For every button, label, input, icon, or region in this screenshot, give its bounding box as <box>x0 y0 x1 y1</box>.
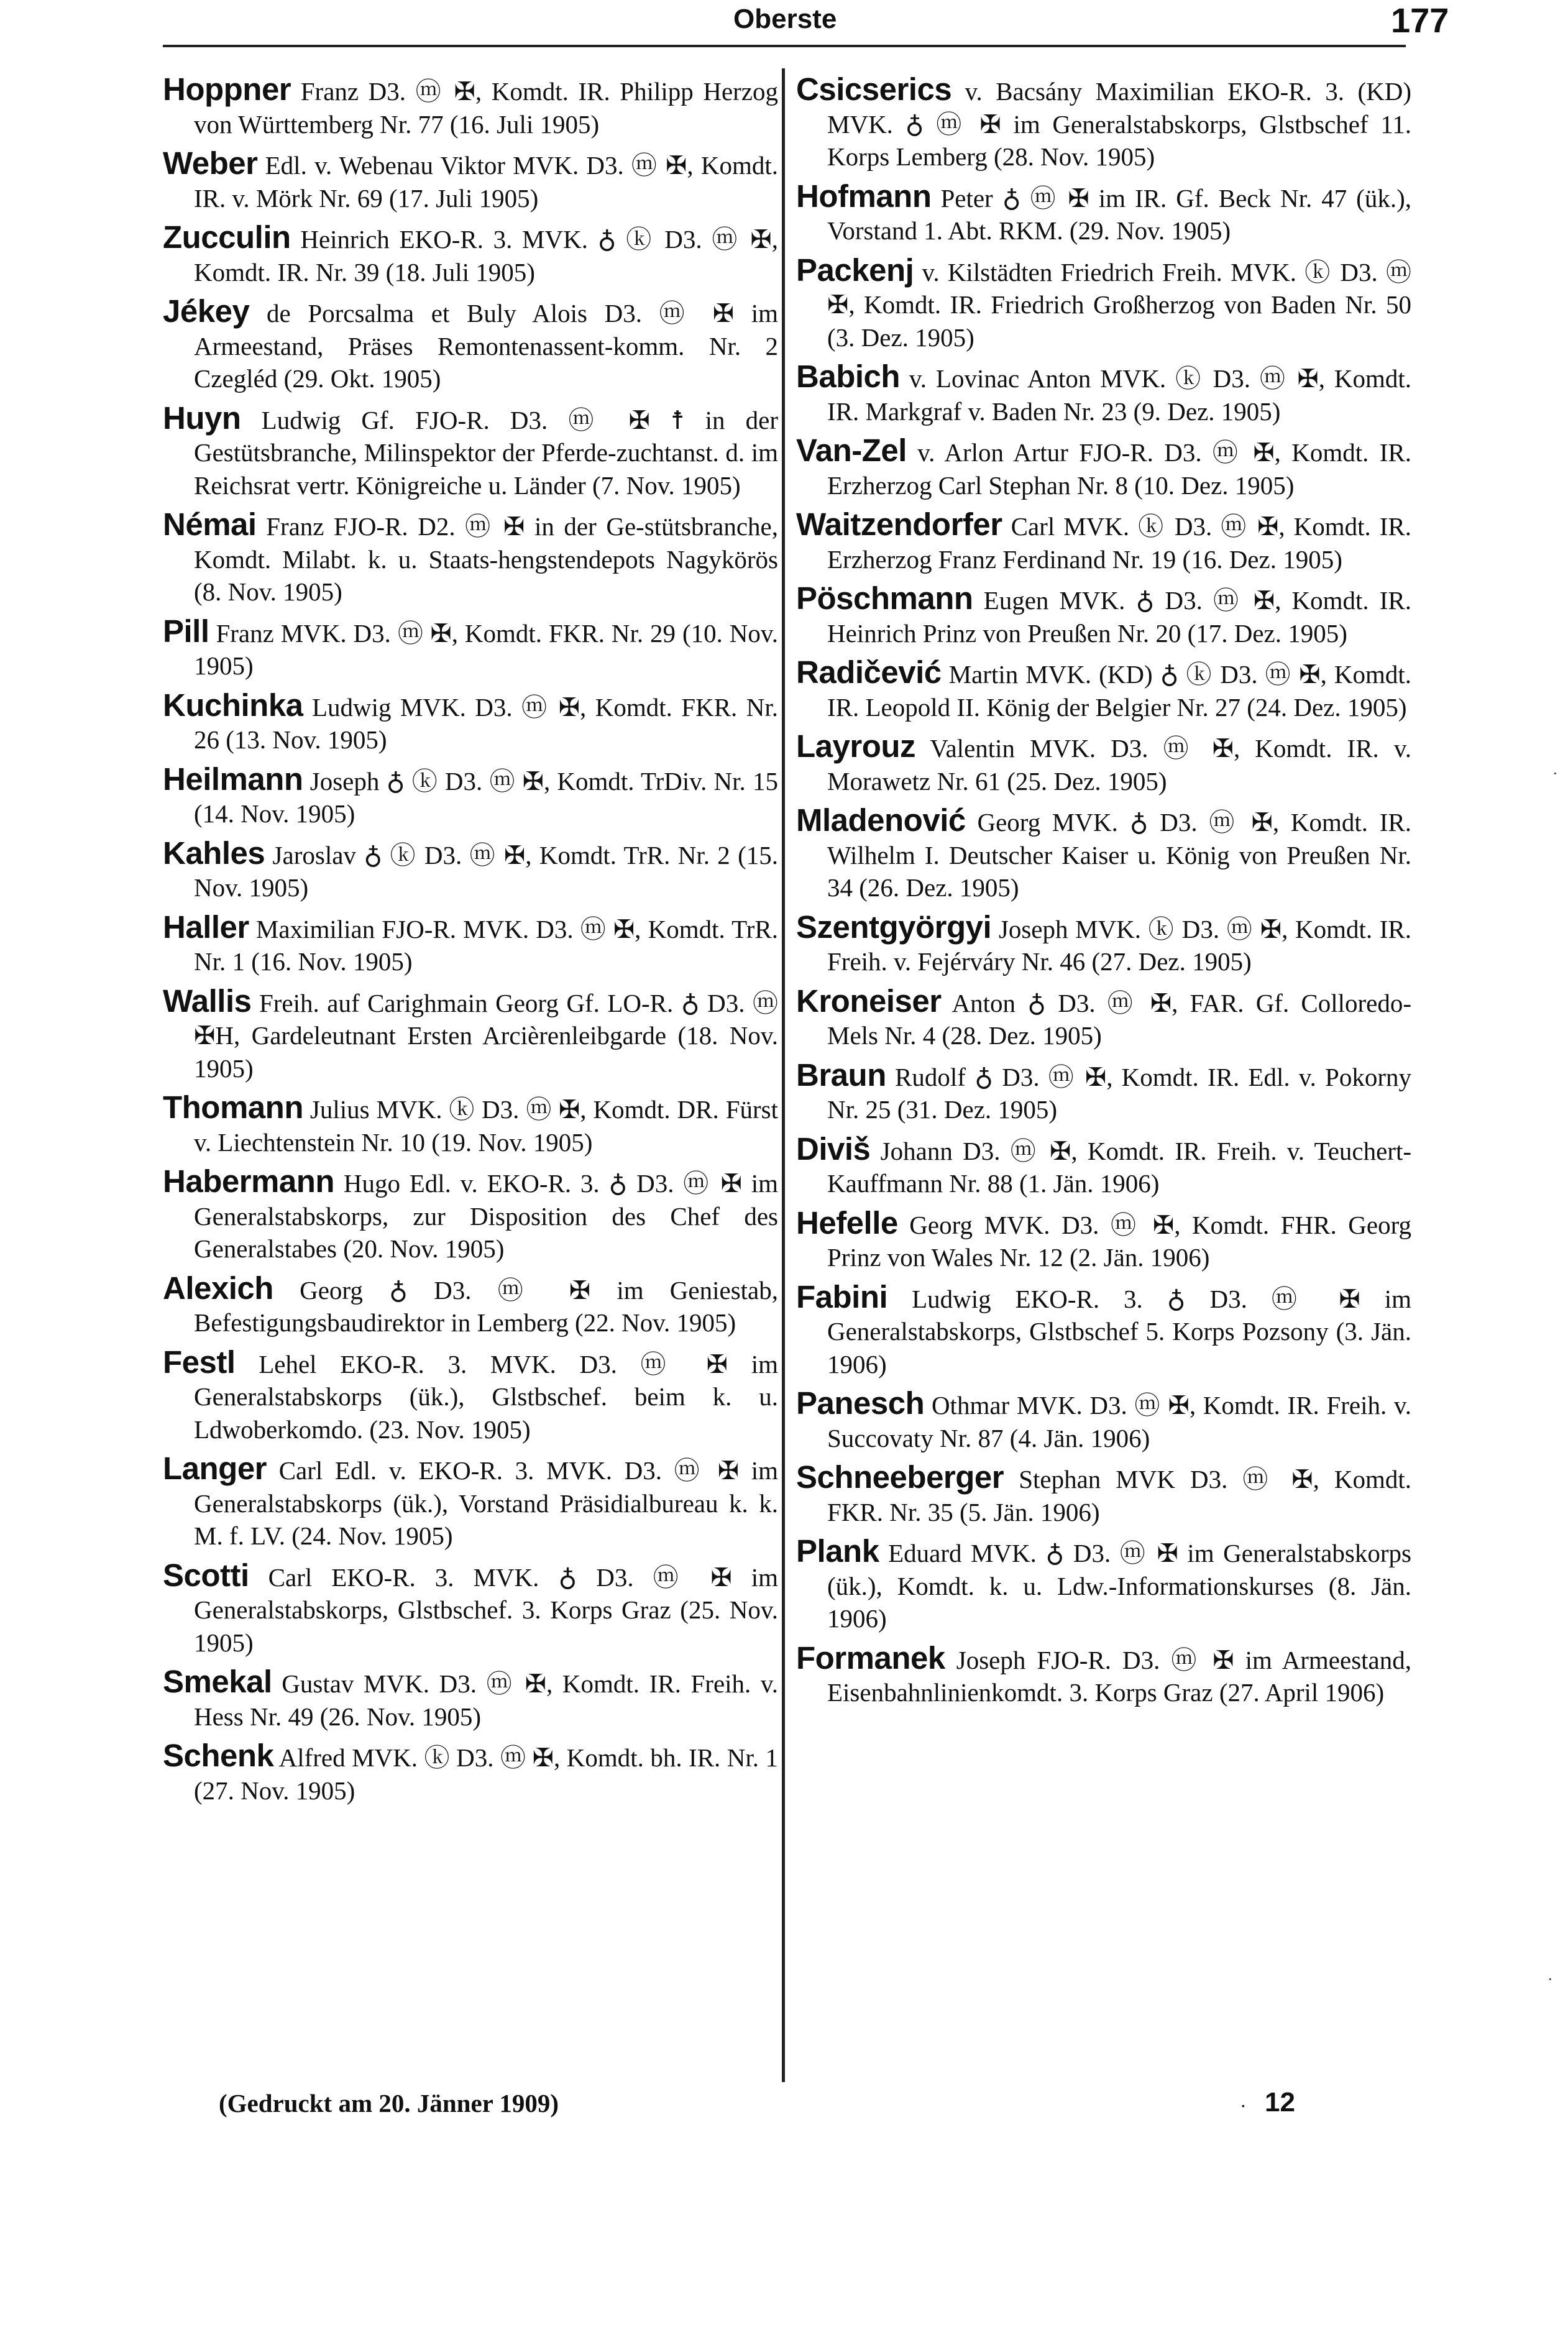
entry-details: Joseph FJO-R. D3. ⓜ ✠ im Armeestand, Eisenbahnlinienkomdt. 3. Korps Graz (27. April 1906) <box>827 1645 1411 1707</box>
biography-entry <box>163 1165 778 1265</box>
entry-details: Hugo Edl. v. EKO-R. 3. ♁ D3. ⓜ ✠ im Generalstabskorps, zur Disposition des Chef des Generalstabes (20. Nov. 1905) <box>194 1169 778 1263</box>
entry-surname: Jékey <box>163 293 250 329</box>
right-column <box>796 73 1411 1716</box>
entry-details: Stephan MVK D3. ⓜ ✠, Komdt. FKR. Nr. 35 (5. Jän. 1906) <box>827 1465 1411 1526</box>
entry-details: Franz D3. ⓜ ✠, Komdt. IR. Philipp Herzog von Württemberg Nr. 77 (16. Juli 1905) <box>194 77 778 139</box>
entry-surname: Babich <box>796 359 901 394</box>
biography-entry <box>796 1535 1411 1635</box>
biography-entry <box>796 180 1411 247</box>
entry-details: v. Arlon Artur FJO-R. D3. ⓜ ✠, Komdt. IR. Erzherzog Carl Stephan Nr. 8 (10. Dez. 1905) <box>827 438 1411 500</box>
entry-details: v. Bacsány Maximilian EKO-R. 3. (KD) MVK. ♁ ⓜ ✠ im Generalstabskorps, Glstbschef 11. Korps Lemberg (28. Nov. 1905) <box>827 77 1411 171</box>
edge-speck: · <box>1547 1970 1553 1988</box>
biography-entry <box>796 1387 1411 1454</box>
entry-surname: Csicserics <box>796 71 952 107</box>
left-column <box>163 73 778 1814</box>
biography-entry <box>796 1278 1411 1381</box>
biography-entry <box>163 1740 778 1807</box>
entry-surname: Wallis <box>163 983 252 1019</box>
biography-entry <box>796 1461 1411 1528</box>
entry-details: Georg MVK. D3. ⓜ ✠, Komdt. FHR. Georg Prinz von Wales Nr. 12 (2. Jän. 1906) <box>827 1210 1411 1272</box>
entry-surname: Szentgyörgyi <box>796 909 992 945</box>
entry-surname: Packenj <box>796 252 914 288</box>
column-divider <box>782 68 785 2082</box>
entry-details: Carl EKO-R. 3. MVK. ♁ D3. ⓜ ✠ im Generalstabskorps, Glstbschef. 3. Korps Graz (25. Nov. 1905) <box>194 1562 778 1657</box>
entry-surname: Kroneiser <box>796 983 942 1019</box>
entry-surname: Schneeberger <box>796 1459 1004 1495</box>
entry-surname: Hofmann <box>796 178 932 214</box>
printing-date-note: (Gedruckt am 20. Jänner 1909) <box>219 2089 559 2117</box>
entry-details: Franz FJO-R. D2. ⓜ ✠ in der Ge-stütsbranche, Komdt. Milabt. k. u. Staats-hengstendepots Nagykörös (8. Nov. 1905) <box>194 512 778 606</box>
biography-entry <box>163 147 778 214</box>
entry-details: Lehel EKO-R. 3. MVK. D3. ⓜ ✠ im Generalstabskorps (ük.), Glstbschef. beim k. u. Ldwoberkomdo. (23. Nov. 1905) <box>194 1349 778 1444</box>
biography-entry <box>796 508 1411 576</box>
entry-surname: Diviš <box>796 1131 871 1167</box>
biography-entry <box>163 1452 778 1553</box>
biography-entry <box>163 1091 778 1159</box>
entry-details: Georg ♁ D3. ⓜ ✠ im Geniestab, Befestigungsbaudirektor in Lemberg (22. Nov. 1905) <box>194 1275 778 1337</box>
entry-details: Maximilian FJO-R. MVK. D3. ⓜ ✠, Komdt. TrR. Nr. 1 (16. Nov. 1905) <box>194 914 778 976</box>
biography-entry <box>796 1133 1411 1200</box>
signature-dot: · <box>1240 2095 1247 2117</box>
entry-surname: Schenk <box>163 1738 274 1773</box>
entry-surname: Némai <box>163 507 257 542</box>
entry-details: Carl MVK. ⓚ D3. ⓜ ✠, Komdt. IR. Erzherzog Franz Ferdinand Nr. 19 (16. Dez. 1905) <box>827 512 1411 574</box>
biography-entry <box>796 360 1411 428</box>
page-number: 177 <box>1391 1 1449 40</box>
entry-surname: Habermann <box>163 1163 335 1199</box>
biography-entry <box>796 1204 1411 1274</box>
entry-details: Anton ♁ D3. ⓜ ✠, FAR. Gf. Colloredo-Mels Nr. 4 (28. Dez. 1905) <box>827 988 1411 1050</box>
entry-surname: Panesch <box>796 1385 925 1421</box>
biography-entry <box>163 615 778 682</box>
entry-details: Alfred MVK. ⓚ D3. ⓜ ✠, Komdt. bh. IR. Nr. 1 (27. Nov. 1905) <box>194 1743 778 1805</box>
biography-entry <box>796 1059 1411 1126</box>
entry-surname: Zucculin <box>163 219 291 255</box>
entry-details: Jaroslav ♁ ⓚ D3. ⓜ ✠, Komdt. TrR. Nr. 2 (15. Nov. 1905) <box>194 840 778 902</box>
biography-entry <box>796 804 1411 904</box>
entry-details: Gustav MVK. D3. ⓜ ✠, Komdt. IR. Freih. v. Hess Nr. 49 (26. Nov. 1905) <box>194 1669 778 1731</box>
biography-entry <box>163 1346 778 1446</box>
entry-details: v. Lovinac Anton MVK. ⓚ D3. ⓜ ✠, Komdt. IR. Markgraf v. Baden Nr. 23 (9. Dez. 1905) <box>827 364 1411 426</box>
entry-surname: Hefelle <box>796 1204 898 1241</box>
entry-surname: Scotti <box>163 1557 249 1593</box>
entry-details: Peter ♁ ⓜ ✠ im IR. Gf. Beck Nr. 47 (ük.), Vorstand 1. Abt. RKM. (29. Nov. 1905) <box>827 183 1411 245</box>
biography-entry <box>796 730 1411 797</box>
entry-details: de Porcsalma et Buly Alois D3. ⓜ ✠ im Armeestand, Präses Remontenassent-komm. Nr. 2 Czegléd (29. Okt. 1905) <box>194 299 778 393</box>
entry-surname: Haller <box>163 909 249 945</box>
entry-surname: Formanek <box>796 1640 945 1676</box>
biography-entry <box>163 508 778 608</box>
header-rule <box>163 45 1406 47</box>
biography-entry <box>796 985 1411 1052</box>
entry-surname: Hoppner <box>163 71 291 107</box>
entry-surname: Fabini <box>796 1278 888 1315</box>
sheet-signature: 12 <box>1265 2087 1295 2117</box>
biography-entry <box>163 295 778 395</box>
entry-surname: Festl <box>163 1344 236 1380</box>
entry-details: Eugen MVK. ♁ D3. ⓜ ✠, Komdt. IR. Heinrich Prinz von Preußen Nr. 20 (17. Dez. 1905) <box>827 586 1411 648</box>
biography-entry <box>163 985 778 1085</box>
entry-details: v. Kilstädten Friedrich Freih. MVK. ⓚ D3. ⓜ ✠, Komdt. IR. Friedrich Großherzog von Baden Nr. 50 (3. Dez. 1905) <box>827 257 1411 352</box>
biography-entry <box>796 434 1411 502</box>
biography-entry <box>163 1559 778 1659</box>
biography-entry <box>163 837 778 904</box>
entry-details: Heinrich EKO-R. 3. MVK. ♁ ⓚ D3. ⓜ ✠, Komdt. IR. Nr. 39 (18. Juli 1905) <box>194 225 778 287</box>
entry-details: Franz MVK. D3. ⓜ ✠, Komdt. FKR. Nr. 29 (10. Nov. 1905) <box>194 618 778 680</box>
biography-entry <box>796 656 1411 723</box>
edge-speck: · <box>1552 764 1558 782</box>
biography-entry <box>796 1642 1411 1709</box>
entry-details: Johann D3. ⓜ ✠, Komdt. IR. Freih. v. Teuchert-Kauffmann Nr. 88 (1. Jän. 1906) <box>827 1136 1411 1198</box>
biography-entry <box>163 763 778 830</box>
entry-surname: Mladenović <box>796 802 966 838</box>
entry-details: Rudolf ♁ D3. ⓜ ✠, Komdt. IR. Edl. v. Pokorny Nr. 25 (31. Dez. 1905) <box>827 1062 1411 1124</box>
biography-entry <box>163 73 778 140</box>
entry-details: Eduard MVK. ♁ D3. ⓜ ✠ im Generalstabskorps (ük.), Komdt. k. u. Ldw.-Informationskurses (8. Jän. 1906) <box>827 1539 1411 1633</box>
entry-surname: Langer <box>163 1451 267 1486</box>
entry-surname: Huyn <box>163 400 241 436</box>
entry-details: Georg MVK. ♁ D3. ⓜ ✠, Komdt. IR. Wilhelm I. Deutscher Kaiser u. König von Preußen Nr. 34 (26. Dez. 1905) <box>827 808 1411 902</box>
entry-surname: Smekal <box>163 1664 272 1699</box>
entry-surname: Braun <box>796 1057 886 1093</box>
entry-details: Edl. v. Webenau Viktor MVK. D3. ⓜ ✠, Komdt. IR. v. Mörk Nr. 69 (17. Juli 1905) <box>194 151 778 213</box>
page-header <box>0 0 1568 50</box>
entry-surname: Kahles <box>163 835 265 871</box>
entry-surname: Pill <box>163 613 209 649</box>
entry-surname: Plank <box>796 1533 879 1569</box>
entry-surname: Pöschmann <box>796 580 973 616</box>
entry-surname: Alexich <box>163 1270 273 1306</box>
entry-details: Martin MVK. (KD) ♁ ⓚ D3. ⓜ ✠, Komdt. IR. Leopold II. König der Belgier Nr. 27 (24. Dez. 1905) <box>827 660 1411 722</box>
entry-surname: Waitzendorfer <box>796 507 1002 542</box>
entry-surname: Radičević <box>796 654 942 690</box>
entry-surname: Heilmann <box>163 761 303 797</box>
running-title: Oberste <box>733 4 837 34</box>
biography-entry <box>163 221 778 288</box>
biography-entry <box>796 254 1411 354</box>
entry-details: Julius MVK. ⓚ D3. ⓜ ✠, Komdt. DR. Fürst v. Liechtenstein Nr. 10 (19. Nov. 1905) <box>194 1095 778 1157</box>
biography-entry <box>163 1272 778 1339</box>
entry-details: Ludwig MVK. D3. ⓜ ✠, Komdt. FKR. Nr. 26 (13. Nov. 1905) <box>194 692 778 754</box>
entry-details: Ludwig Gf. FJO-R. D3. ⓜ ✠ ☨ in der Gestütsbranche, Milinspektor der Pferde-zuchtanst. d. im Reichsrat vertr. Königreiche u. Länder (7. Nov. 1905) <box>194 405 778 500</box>
entry-details: Freih. auf Carighmain Georg Gf. LO-R. ♁ D3. ⓜ ✠H, Gardeleutnant Ersten Arcièrenleibgarde (18. Nov. 1905) <box>194 988 778 1083</box>
entry-surname: Layrouz <box>796 728 916 764</box>
biography-entry <box>796 582 1411 649</box>
entry-surname: Van-Zel <box>796 433 907 468</box>
entry-details: Carl Edl. v. EKO-R. 3. MVK. D3. ⓜ ✠ im Generalstabskorps (ük.), Vorstand Präsidialbureau k. k. M. f. LV. (24. Nov. 1905) <box>194 1456 778 1550</box>
biography-entry <box>796 73 1411 173</box>
entry-surname: Thomann <box>163 1090 303 1125</box>
biography-entry <box>796 911 1411 978</box>
biography-entry <box>163 402 778 502</box>
biography-entry <box>163 911 778 978</box>
entry-details: Joseph MVK. ⓚ D3. ⓜ ✠, Komdt. IR. Freih. v. Fejérváry Nr. 46 (27. Dez. 1905) <box>827 914 1411 976</box>
entry-details: Ludwig EKO-R. 3. ♁ D3. ⓜ ✠ im Generalstabskorps, Glstbschef 5. Korps Pozsony (3. Jän. 1906) <box>827 1284 1411 1379</box>
biography-entry <box>163 689 778 756</box>
entry-details: Joseph ♁ ⓚ D3. ⓜ ✠, Komdt. TrDiv. Nr. 15 (14. Nov. 1905) <box>194 766 778 828</box>
entry-surname: Weber <box>163 145 258 181</box>
entry-details: Valentin MVK. D3. ⓜ ✠, Komdt. IR. v. Morawetz Nr. 61 (25. Dez. 1905) <box>827 734 1411 796</box>
entry-surname: Kuchinka <box>163 687 303 723</box>
entry-details: Othmar MVK. D3. ⓜ ✠, Komdt. IR. Freih. v. Succovaty Nr. 87 (4. Jän. 1906) <box>827 1391 1411 1452</box>
biography-entry <box>163 1666 778 1733</box>
